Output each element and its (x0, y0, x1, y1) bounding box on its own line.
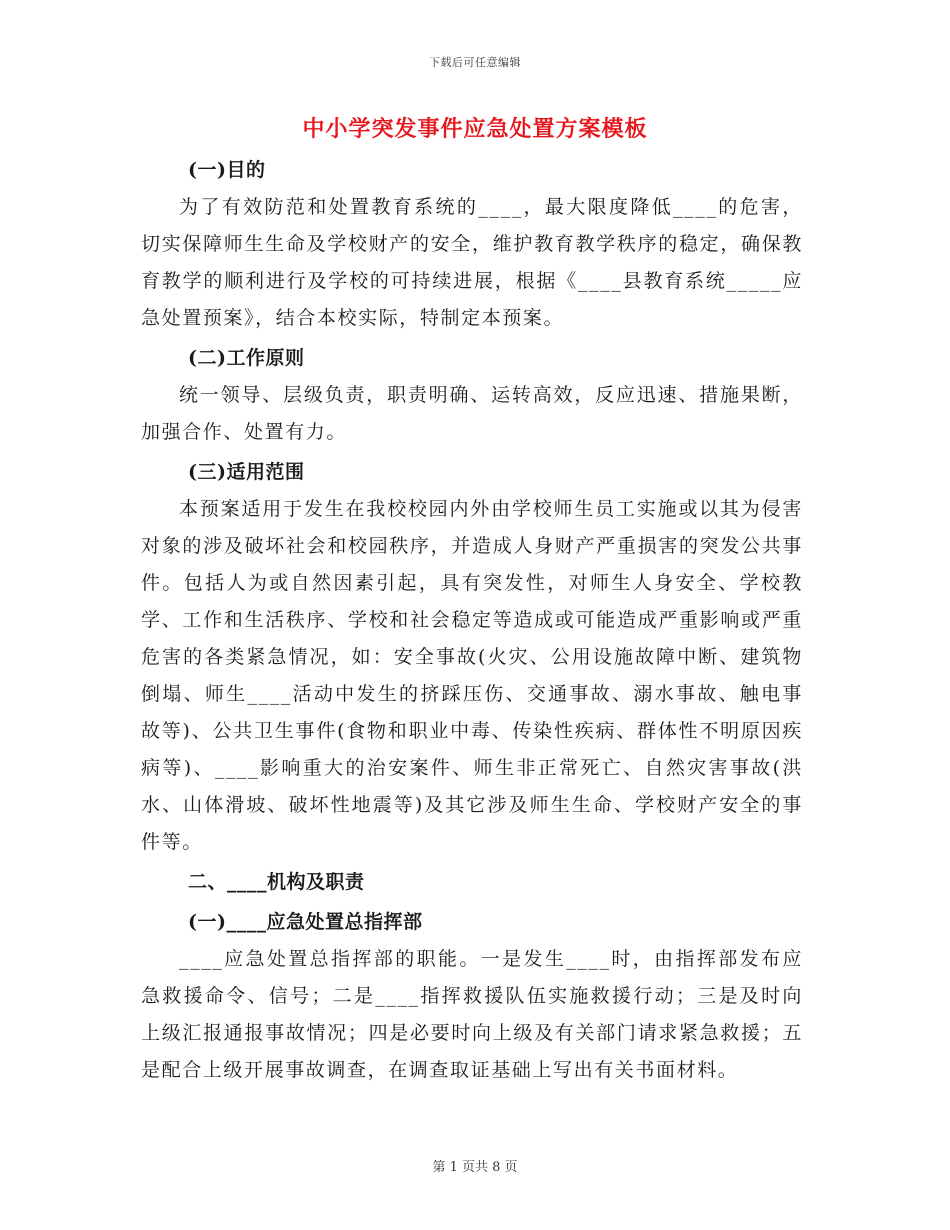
section-heading-command-center: (一)____应急处置总指挥部 (188, 911, 423, 933)
paragraph-scope: 本预案适用于发生在我校校园内外由学校师生员工实施或以其为侵害对象的涉及破坏社会和校园秩序，并造成人身财产严重损害的突发公共事件。包括人为或自然因素引起，具有突发性，对师生人身安全、学校教学、工作和生活秩序、学校和社会稳定等造成或可能造成严重影响或严重危害的各类紧急情况，如：安全事故(火灾、公用设施故障中断、建筑物倒塌、师生____活动中发生的挤踩压伤、交通事故、溺水事故、触电事故等)、公共卫生事件(食物和职业中毒、传染性疾病、群体性不明原因疾病等)、____影响重大的治安案件、师生非正常死亡、自然灾害事故(洪水、山体滑坡、破坏性地震等)及其它涉及师生生命、学校财产安全的事件等。 (141, 498, 803, 853)
page-footer: 第 1 页共 8 页 (432, 1160, 518, 1175)
section-heading-organization: 二、____机构及职责 (188, 871, 365, 893)
header-note: 下载后可任意编辑 (429, 56, 521, 69)
section-heading-principles: (二)工作原则 (188, 347, 305, 369)
paragraph-command-center: ____应急处置总指挥部的职能。一是发生____时，由指挥部发布应急救援命令、信号；二是____指挥救援队伍实施救援行动；三是及时向上级汇报通报事故情况；四是必要时向上级及有关部门请求紧急救援；五是配合上级开展事故调查，在调查取证基础上写出有关书面材料。 (141, 948, 803, 1081)
paragraph-principles: 统一领导、层级负责，职责明确、运转高效，反应迅速、措施果断，加强合作、处置有力。 (141, 384, 803, 443)
document-title: 中小学突发事件应急处置方案模板 (302, 116, 648, 142)
section-heading-scope: (三)适用范围 (188, 461, 305, 483)
paragraph-purpose: 为了有效防范和处置教育系统的____，最大限度降低____的危害，切实保障师生生命及学校财产的安全，维护教育教学秩序的稳定，确保教育教学的顺利进行及学校的可持续进展，根据《____县教育系统_____应急处置预案》，结合本校实际，特制定本预案。 (141, 196, 803, 329)
document-body (141, 152, 803, 1089)
section-heading-purpose: (一)目的 (188, 159, 266, 181)
